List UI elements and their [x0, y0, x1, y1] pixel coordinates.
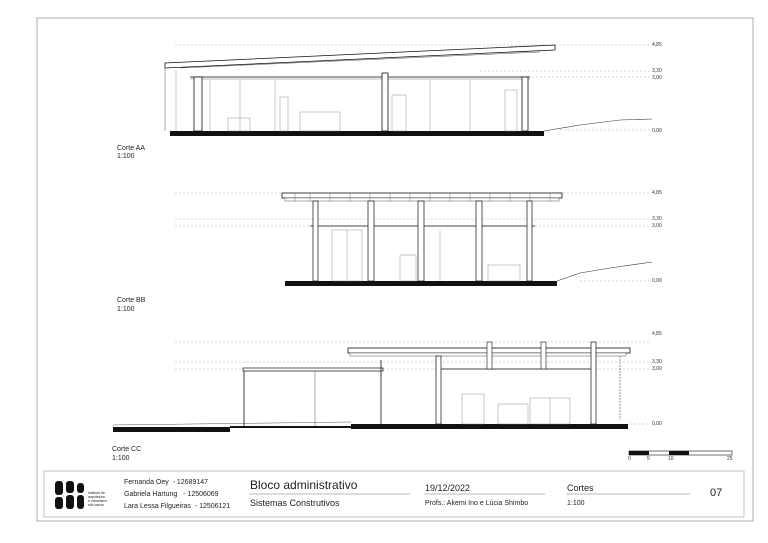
level-label: 3,30 — [652, 216, 662, 222]
section-cc-drawing — [113, 342, 650, 432]
author-row: Fernanda Oey - 12689147 — [124, 479, 209, 486]
sheet-number: 07 — [710, 487, 723, 499]
level-label: 4,85 — [652, 190, 662, 196]
scale-tick: 0 — [628, 456, 631, 462]
section-bb-title: Corte BB — [117, 297, 146, 304]
level-label: 3,00 — [652, 75, 662, 81]
section-aa-scale: 1:100 — [117, 153, 135, 160]
drawing-name: Cortes — [567, 483, 594, 493]
drawing-scale: 1:100 — [567, 500, 585, 507]
level-label: 3,00 — [652, 366, 662, 372]
author-row: Gabriela Hartung - 12506069 — [124, 491, 219, 498]
scale-tick: 5 — [647, 456, 650, 462]
level-label: 0,00 — [652, 421, 662, 427]
scale-tick: 25 — [727, 456, 733, 462]
section-aa-drawing — [165, 45, 652, 136]
section-cc-scale: 1:100 — [112, 455, 130, 462]
drawing-date: 19/12/2022 — [425, 483, 471, 493]
graphic-scale-bar — [629, 451, 732, 455]
project-title: Bloco administrativo — [250, 478, 358, 492]
course-name: Sistemas Construtivos — [250, 498, 340, 508]
level-label: 4,85 — [652, 331, 662, 337]
section-bb-scale: 1:100 — [117, 306, 135, 313]
level-label: 0,00 — [652, 128, 662, 134]
professors: Profs.: Akemi Ino e Lúcia Shimbo — [425, 500, 529, 507]
author-row: Lara Lessa Filgueiras - 12506121 — [124, 503, 231, 510]
section-aa-title: Corte AA — [117, 145, 146, 152]
section-cc-title: Corte CC — [112, 446, 142, 453]
section-bb-drawing — [175, 193, 652, 286]
institute-logo — [55, 481, 84, 509]
level-label: 0,00 — [652, 278, 662, 284]
level-label: 4,85 — [652, 42, 662, 48]
level-label: 3,30 — [652, 68, 662, 74]
level-label: 3,30 — [652, 359, 662, 365]
level-label: 3,00 — [652, 223, 662, 229]
scale-tick: 10 — [668, 456, 674, 462]
institute-name: instituto de arquitetura e urbanismo são carlos — [88, 491, 108, 507]
sheet-border — [37, 18, 753, 521]
